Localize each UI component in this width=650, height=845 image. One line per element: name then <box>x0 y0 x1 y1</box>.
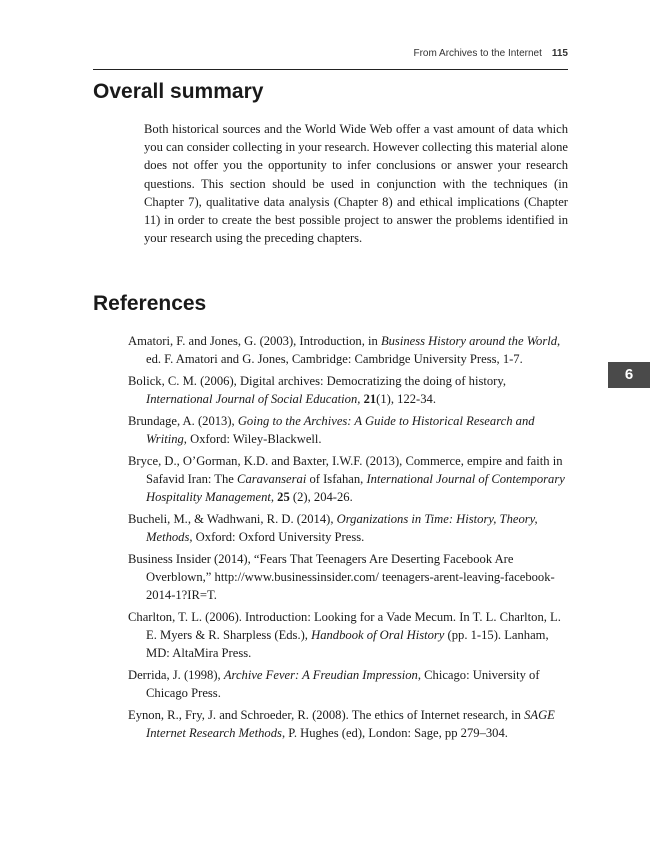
reference-text-run: Oxford: Oxford University Press. <box>192 530 365 545</box>
reference-text-run: Amatori, F. and Jones, G. (2003), Introduction, in <box>128 334 381 348</box>
reference-item <box>128 706 568 742</box>
reference-text-run: Charlton, T. L. (2006). Introduction: Looking for a Vade Mecum. In T. L. Charlton, L. E. Myers & R. Sharpless (Eds.), <box>128 609 561 643</box>
references-heading: References <box>93 292 207 315</box>
reference-text-run: , <box>270 490 278 505</box>
reference-text-run: Brundage, A. (2013), <box>128 413 238 428</box>
summary-paragraph: Both historical sources and the World Wide Web offer a vast amount of data which you can consider collecting in your research. However collecting this material alone does not offer you the opportunity to infer conclusions or answer your research questions. This section should be used in conjunction with the techniques (in Chapter 7), qualitative data analysis (Chapter 8) and ethical implications (Chapter 11) in order to create the best possible project to answer the problems identified in your research using the preceding chapters. <box>144 122 568 246</box>
running-title: From Archives to the Internet <box>413 48 542 59</box>
reference-item <box>128 372 568 408</box>
reference-item <box>128 332 568 368</box>
reference-text-run: Caravanserai <box>237 471 307 486</box>
reference-text-run: Bryce, D., O’Gorman, K.D. and Baxter, I.W.F. (2013), Commerce, empire and faith in Safavid Iran: The <box>128 453 563 486</box>
reference-text-run: , P. Hughes (ed), London: Sage, pp 279–304. <box>281 726 508 741</box>
reference-text-run: of Isfahan, <box>306 471 367 486</box>
reference-text-run: (2), 204-26. <box>289 490 353 505</box>
reference-text-run: (1), 122-34. <box>376 392 436 407</box>
reference-text-run: , Oxford: Wiley-Blackwell. <box>183 432 322 447</box>
reference-text-run: Bucheli, M., & Wadhwani, R. D. (2014), <box>128 511 337 526</box>
reference-text-run: International Journal of Social Education, <box>146 392 361 407</box>
reference-text-run: Bolick, C. M. (2006), Digital archives: Democratizing the doing of history, <box>128 373 506 388</box>
reference-list <box>128 332 568 746</box>
reference-item <box>128 510 568 546</box>
reference-text-run: International Journal of Contemporary Hospitality Management <box>146 471 565 505</box>
reference-text-run: (pp. 1-15). Lanham, MD: AltaMira Press. <box>146 628 549 661</box>
reference-text-run: Eynon, R., Fry, J. and Schroeder, R. (2008). The ethics of Internet research, in <box>128 707 525 722</box>
reference-text-run: , Chicago: University of Chicago Press. <box>146 667 540 701</box>
reference-text-run: SAGE Internet Research Methods <box>146 707 555 741</box>
header-rule <box>93 69 568 70</box>
reference-item <box>128 550 568 605</box>
reference-text-run: , ed. F. Amatori and G. Jones, Cambridge: Cambridge University Press, 1-7. <box>146 334 561 367</box>
reference-text-run: 21 <box>363 392 377 407</box>
reference-item <box>128 452 568 507</box>
reference-text-run: Going to the Archives: A Guide to Historical Research and Writing <box>146 413 535 447</box>
page-number: 115 <box>551 48 568 59</box>
reference-text-run: 25 <box>277 490 290 505</box>
reference-text-run: Business History around the World <box>380 334 558 348</box>
chapter-tab: 6 <box>608 362 650 388</box>
reference-text-run: Organizations in Time: History, Theory, Methods, <box>146 511 538 545</box>
reference-text-run: Archive Fever: A Freudian Impression <box>223 667 418 682</box>
summary-heading: Overall summary <box>93 80 264 103</box>
reference-item <box>128 666 568 702</box>
reference-text-run: Business Insider (2014), “Fears That Teenagers Are Deserting Facebook Are Overblown,” http://www.businessinsider.com/ teenagers-arent-leaving-facebook-2014-1?IR=T. <box>128 551 555 603</box>
running-head <box>93 48 568 59</box>
reference-item <box>128 608 568 663</box>
reference-text-run: Handbook of Oral History <box>311 628 445 643</box>
reference-text-run: Derrida, J. (1998), <box>128 667 224 682</box>
reference-item <box>128 412 568 448</box>
